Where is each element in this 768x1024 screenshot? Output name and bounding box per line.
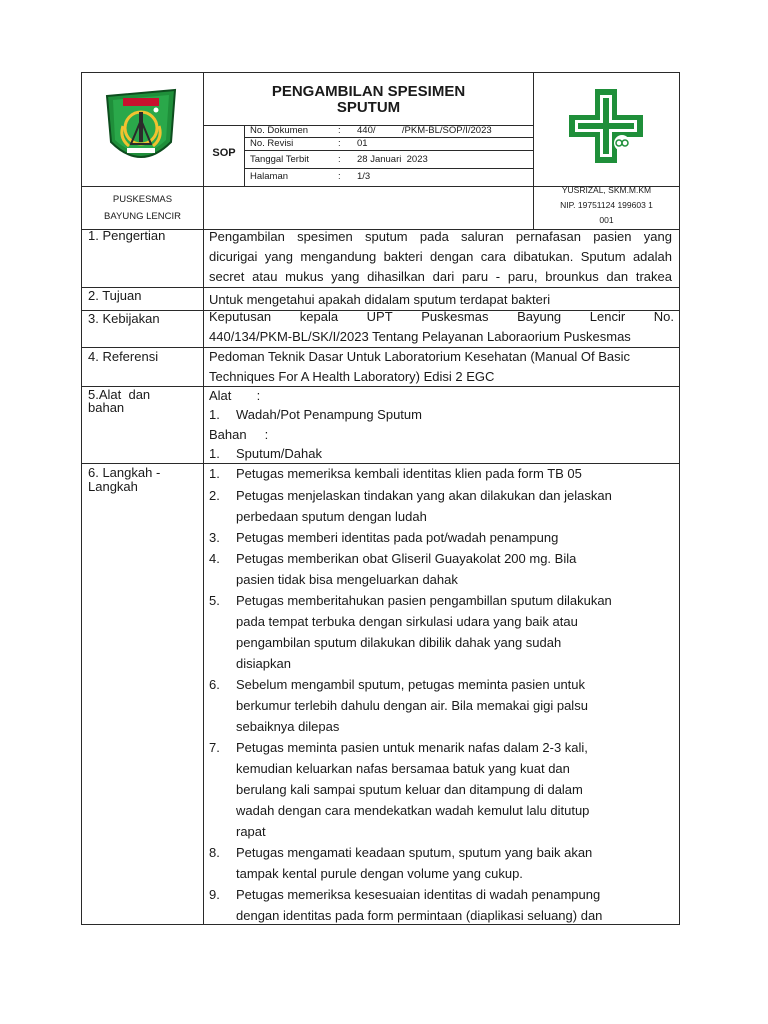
meta-label-tanggal: Tanggal Terbit (250, 154, 309, 165)
bahan-heading: Bahan : (209, 427, 269, 442)
kebijakan-line-1: Keputusan kepala UPT Puskesmas Bayung Lencir No. (209, 309, 674, 324)
label-kebijakan: 3. Kebijakan (88, 311, 160, 326)
referensi-line-1: Pedoman Teknik Dasar Untuk Laboratorium Kesehatan (Manual Of Basic (209, 349, 631, 364)
step-number: 1. (209, 466, 220, 481)
step-line: berkumur terlebih dahulu dengan air. Bila memakai gigi palsu (236, 698, 588, 713)
bahan-item: Sputum/Dahak (236, 446, 322, 461)
step-line: Petugas meminta pasien untuk menarik nafas dalam 2-3 kali, (236, 740, 588, 755)
step-number: 9. (209, 887, 220, 902)
alat-item: Wadah/Pot Penampung Sputum (236, 407, 422, 422)
label-alat-bahan (88, 388, 150, 414)
step-line: Petugas mengamati keadaan sputum, sputum yang baik akan (236, 845, 593, 860)
pengertian-line-3: secret atau mukus yang dihasilkan dari paru - paru, brounkus dan trakea (209, 269, 672, 284)
pengertian-line-1: Pengambilan spesimen sputum pada saluran pernafasan pasien yang (209, 229, 672, 244)
step-line: berulang kali sampai sputum keluar dan ditampung di dalam (236, 782, 583, 797)
signatory-nip: NIP. 19751124 199603 1 (560, 200, 653, 210)
org-line-1: PUSKESMAS (112, 194, 173, 205)
content-kebijakan (209, 307, 674, 347)
step-line: Petugas memberikan obat Gliseril Guayakolat 200 mg. Bila (236, 551, 577, 566)
label-alat-line-2: bahan (88, 400, 125, 415)
step-line: Petugas menjelaskan tindakan yang akan dilakukan dan jelaskan (236, 488, 612, 503)
label-langkah (88, 466, 160, 494)
step-line: wadah dengan cara mendekatkan wadah kemulut lalu ditutup (236, 803, 590, 818)
step-line: sebaiknya dilepas (236, 719, 340, 734)
content-referensi (209, 347, 674, 387)
step-line: disiapkan (236, 656, 291, 671)
step-number: 8. (209, 845, 220, 860)
meta-sep-dokumen: : (338, 125, 341, 136)
meta-sep-halaman: : (338, 171, 341, 182)
referensi-line-2: Techniques For A Health Laboratory) Edisi 2 EGC (209, 369, 495, 384)
step-line: pengambilan sputum dilakukan dibilik dahak yang sudah (236, 635, 562, 650)
step-line: pada tempat terbuka dengan sirkulasi udara yang baik atau (236, 614, 578, 629)
alat-heading: Alat : (209, 388, 261, 403)
step-number: 3. (209, 530, 220, 545)
content-pengertian (209, 227, 672, 287)
signatory-name: YUSRIZAL, SKM.M.KM (561, 185, 652, 195)
pengertian-line-2: dicurigai yang mengandung bakteri dengan cara dibatukan. Sputum adalah (209, 249, 672, 264)
label-referensi: 4. Referensi (88, 349, 159, 364)
step-number: 5. (209, 593, 220, 608)
sop-label: SOP (212, 147, 236, 159)
meta-sep-tanggal: : (338, 154, 341, 165)
document-title (204, 84, 533, 116)
step-line: rapat (236, 824, 266, 839)
label-langkah-line-1: 6. Langkah - (88, 465, 161, 480)
step-line: dengan identitas pada form permintaan (diaplikasi seluang) dan (236, 908, 603, 923)
organization-name (82, 191, 203, 225)
org-line-2: BAYUNG LENCIR (104, 211, 181, 222)
meta-value-halaman: 1/3 (357, 171, 371, 182)
step-line: Petugas memeriksa kesesuaian identitas di wadah penampung (236, 887, 601, 902)
step-number: 2. (209, 488, 220, 503)
table-border-top (81, 72, 680, 73)
meta-value-revisi: 01 (357, 138, 368, 149)
label-langkah-line-2: Langkah (88, 479, 138, 494)
alat-item-number: 1. (209, 407, 220, 422)
row-line-tujuan (81, 287, 680, 288)
table-border-right (679, 72, 680, 925)
meta-value-tanggal: 28 Januari 2023 (357, 154, 428, 165)
label-column-divider (203, 229, 204, 925)
signatory-nip-cont: 001 (599, 215, 614, 225)
bahan-item-number: 1. (209, 446, 220, 461)
step-line: Petugas memberi identitas pada pot/wadah penampung (236, 530, 559, 545)
step-line: tampak kental purule dengan volume yang cukup. (236, 866, 523, 881)
step-number: 4. (209, 551, 220, 566)
step-number: 7. (209, 740, 220, 755)
regency-crest-logo-icon (101, 86, 181, 172)
title-line-1: PENGAMBILAN SPESIMEN (271, 83, 466, 100)
label-alat-line-1: 5.Alat dan (88, 387, 151, 402)
step-line: Petugas memeriksa kembali identitas klien pada form TB 05 (236, 466, 582, 481)
meta-label-halaman: Halaman (250, 171, 289, 182)
label-pengertian: 1. Pengertian (88, 228, 166, 243)
meta-label-dokumen: No. Dokumen (250, 125, 309, 136)
content-tujuan: Untuk mengetahui apakah didalam sputum terdapat bakteri (209, 292, 551, 307)
step-line: Sebelum mengambil sputum, petugas meminta pasien untuk (236, 677, 586, 692)
step-line: pasien tidak bisa mengeluarkan dahak (236, 572, 458, 587)
meta-sep-revisi: : (338, 138, 341, 149)
signatory (534, 183, 679, 228)
step-line: kemudian keluarkan nafas bersamaa batuk yang kuat dan (236, 761, 570, 776)
sop-divider (244, 125, 245, 186)
meta-value-dokumen: 440/ /PKM-BL/SOP/I/2023 (357, 125, 492, 136)
step-line: perbedaan sputum dengan ludah (236, 509, 427, 524)
meta-label-revisi: No. Revisi (250, 138, 294, 149)
step-number: 6. (209, 677, 220, 692)
step-line: Petugas memberitahukan pasien pengambillan sputum dilakukan (236, 593, 612, 608)
title-line-2: SPUTUM (336, 99, 401, 116)
puskesmas-cross-logo-icon (567, 87, 645, 165)
kebijakan-line-2: 440/134/PKM-BL/SK/I/2023 Tentang Pelayanan Laboraorium Puskesmas (209, 329, 631, 344)
label-tujuan: 2. Tujuan (88, 288, 142, 303)
